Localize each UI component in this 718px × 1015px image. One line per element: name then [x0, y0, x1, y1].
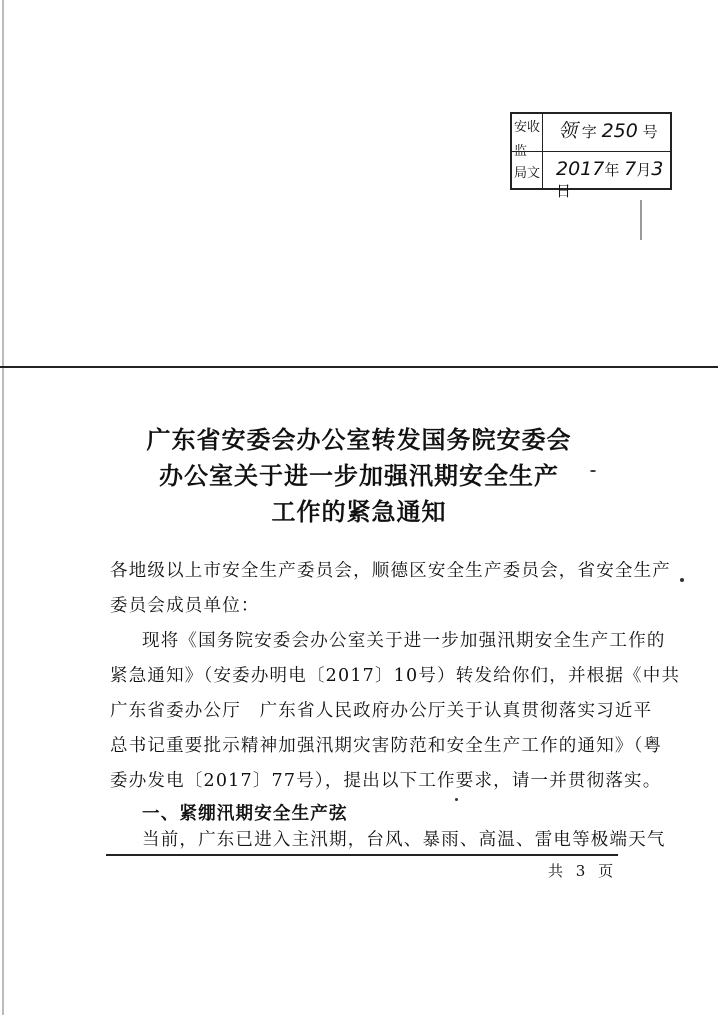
paragraph1-line1: 现将《国务院安委会办公室关于进一步加强汛期安全生产工作的 [142, 631, 666, 651]
paragraph1-line4: 总书记重要批示精神加强汛期灾害防范和安全生产工作的通知》（粤 [110, 736, 663, 756]
paragraph1-line2: 紧急通知》（安委办明电〔2017〕10号）转发给你们，并根据《中共 [110, 666, 681, 686]
recipients-line1: 各地级以上市安全生产委员会，顺德区安全生产委员会，省安全生产 [110, 561, 671, 581]
scan-line-lower [106, 854, 618, 856]
stamp-label-top: 安收 [514, 120, 541, 135]
stamp-year-char: 年 [604, 161, 620, 179]
receipt-stamp [510, 112, 672, 200]
scan-speck [680, 578, 684, 582]
page-count: 共 3 页 [548, 862, 618, 880]
scan-speck [590, 470, 596, 472]
stamp-day-char: 日 [556, 182, 572, 200]
scan-line-upper [0, 366, 718, 368]
stamp-year: 2017 [556, 158, 605, 180]
stamp-date-row [556, 158, 670, 201]
stamp-reference-row [558, 116, 658, 143]
recipients-line2: 委员会成员单位： [110, 596, 260, 616]
stamp-ref-handwritten: 领 [558, 120, 578, 142]
paragraph1-line5: 委办发电〔2017〕77号），提出以下工作要求，请一并贯彻落实。 [110, 771, 662, 791]
stamp-month: 7 [624, 158, 637, 180]
stamp-label-mid: 监 [514, 144, 528, 159]
document-title-line1: 广东省安委会办公室转发国务院安委会 [146, 426, 572, 454]
scan-line-right-tick [640, 200, 642, 240]
stamp-ref-char: 字 [581, 123, 597, 141]
stamp-label-bottom: 局文 [514, 166, 541, 181]
stamp-ref-suffix: 号 [642, 123, 658, 141]
scan-speck [455, 798, 458, 801]
document-title-line3: 工作的紧急通知 [271, 498, 447, 526]
paragraph1-line3: 广东省委办公厅 广东省人民政府办公厅关于认真贯彻落实习近平 [110, 701, 653, 721]
stamp-ref-number: 250 [601, 120, 638, 142]
stamp-divider [512, 151, 670, 152]
stamp-month-char: 月 [636, 161, 652, 179]
document-title-line2: 办公室关于进一步加强汛期安全生产 [159, 462, 559, 490]
stamp-day: 3 [651, 158, 664, 180]
section1-line1: 当前，广东已进入主汛期，台风、暴雨、高温、雷电等极端天气 [142, 830, 666, 850]
section1-heading: 一、紧绷汛期安全生产弦 [142, 804, 348, 824]
